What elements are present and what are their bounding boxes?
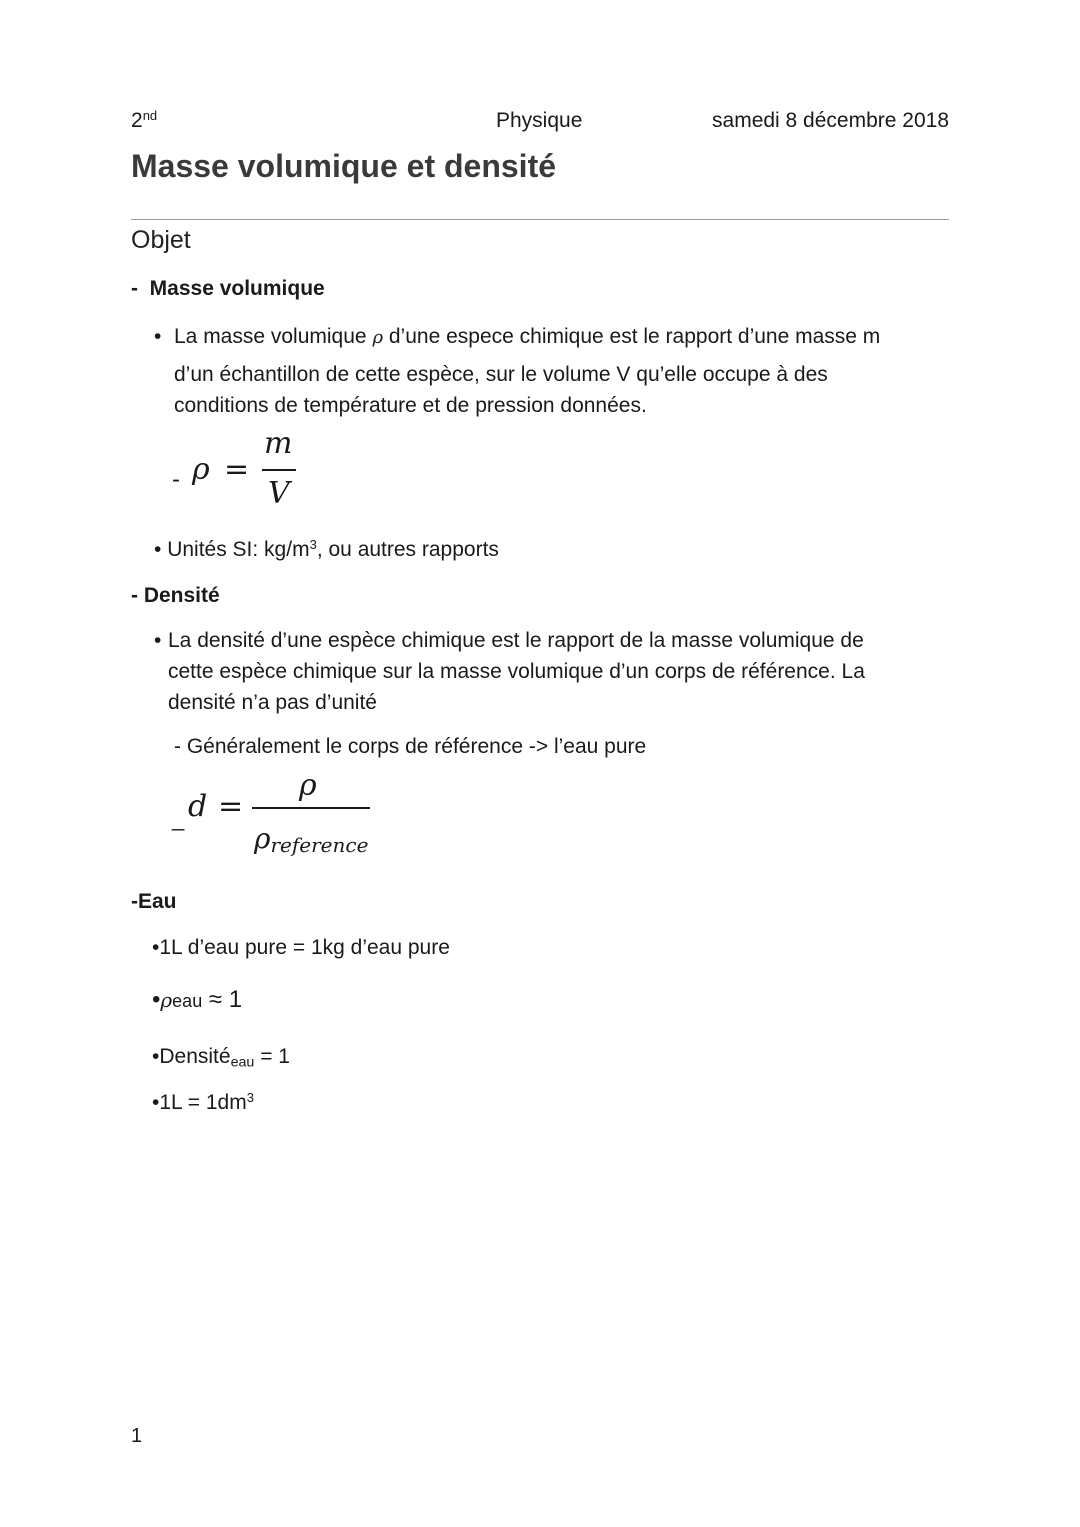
units-line: • Unités SI: $kg/m^3$, ou autres rapports: [154, 537, 499, 562]
eau-heading: -Eau: [131, 890, 177, 913]
eau-item-3: •Densité$_{eau}$ = 1: [152, 1045, 290, 1071]
title-divider: [131, 219, 949, 220]
page-number: 1: [131, 1425, 143, 1447]
class-level: 2nd: [131, 108, 158, 133]
eau-item-2: •ρeau ≈ 1: [152, 986, 243, 1013]
masse-volumique-heading: - Masse volumique: [131, 277, 325, 300]
section-heading: Objet: [131, 226, 191, 254]
page-title: Masse volumique et densité: [131, 148, 557, 184]
eau-item-1: •1L d’eau pure = 1kg d’eau pure: [152, 936, 450, 959]
subject-label: Physique: [496, 109, 583, 132]
bullet-dot: •: [154, 325, 162, 348]
bullet-dot: •: [154, 629, 162, 652]
densite-note: - Généralement le corps de référence -> l’eau pure: [174, 735, 647, 758]
densite-definition: La densité d’une espèce chimique est le rapport de la masse volumique de cette espèce chimique sur la masse volumique d’un corps de référence. La densité n’a pas d’unité: [168, 629, 865, 714]
eau-item-4: •1L = $1dm^3$: [152, 1090, 254, 1115]
densite-heading: - Densité: [131, 584, 220, 607]
masse-volumique-definition: La masse volumique ρ d’une espece chimique est le rapport d’une masse m d’un échantillon de cette espèce, sur le volume V qu’elle occupe à des conditions de température et de pression données.: [174, 325, 881, 417]
date-label: samedi 8 décembre 2018: [712, 109, 949, 132]
